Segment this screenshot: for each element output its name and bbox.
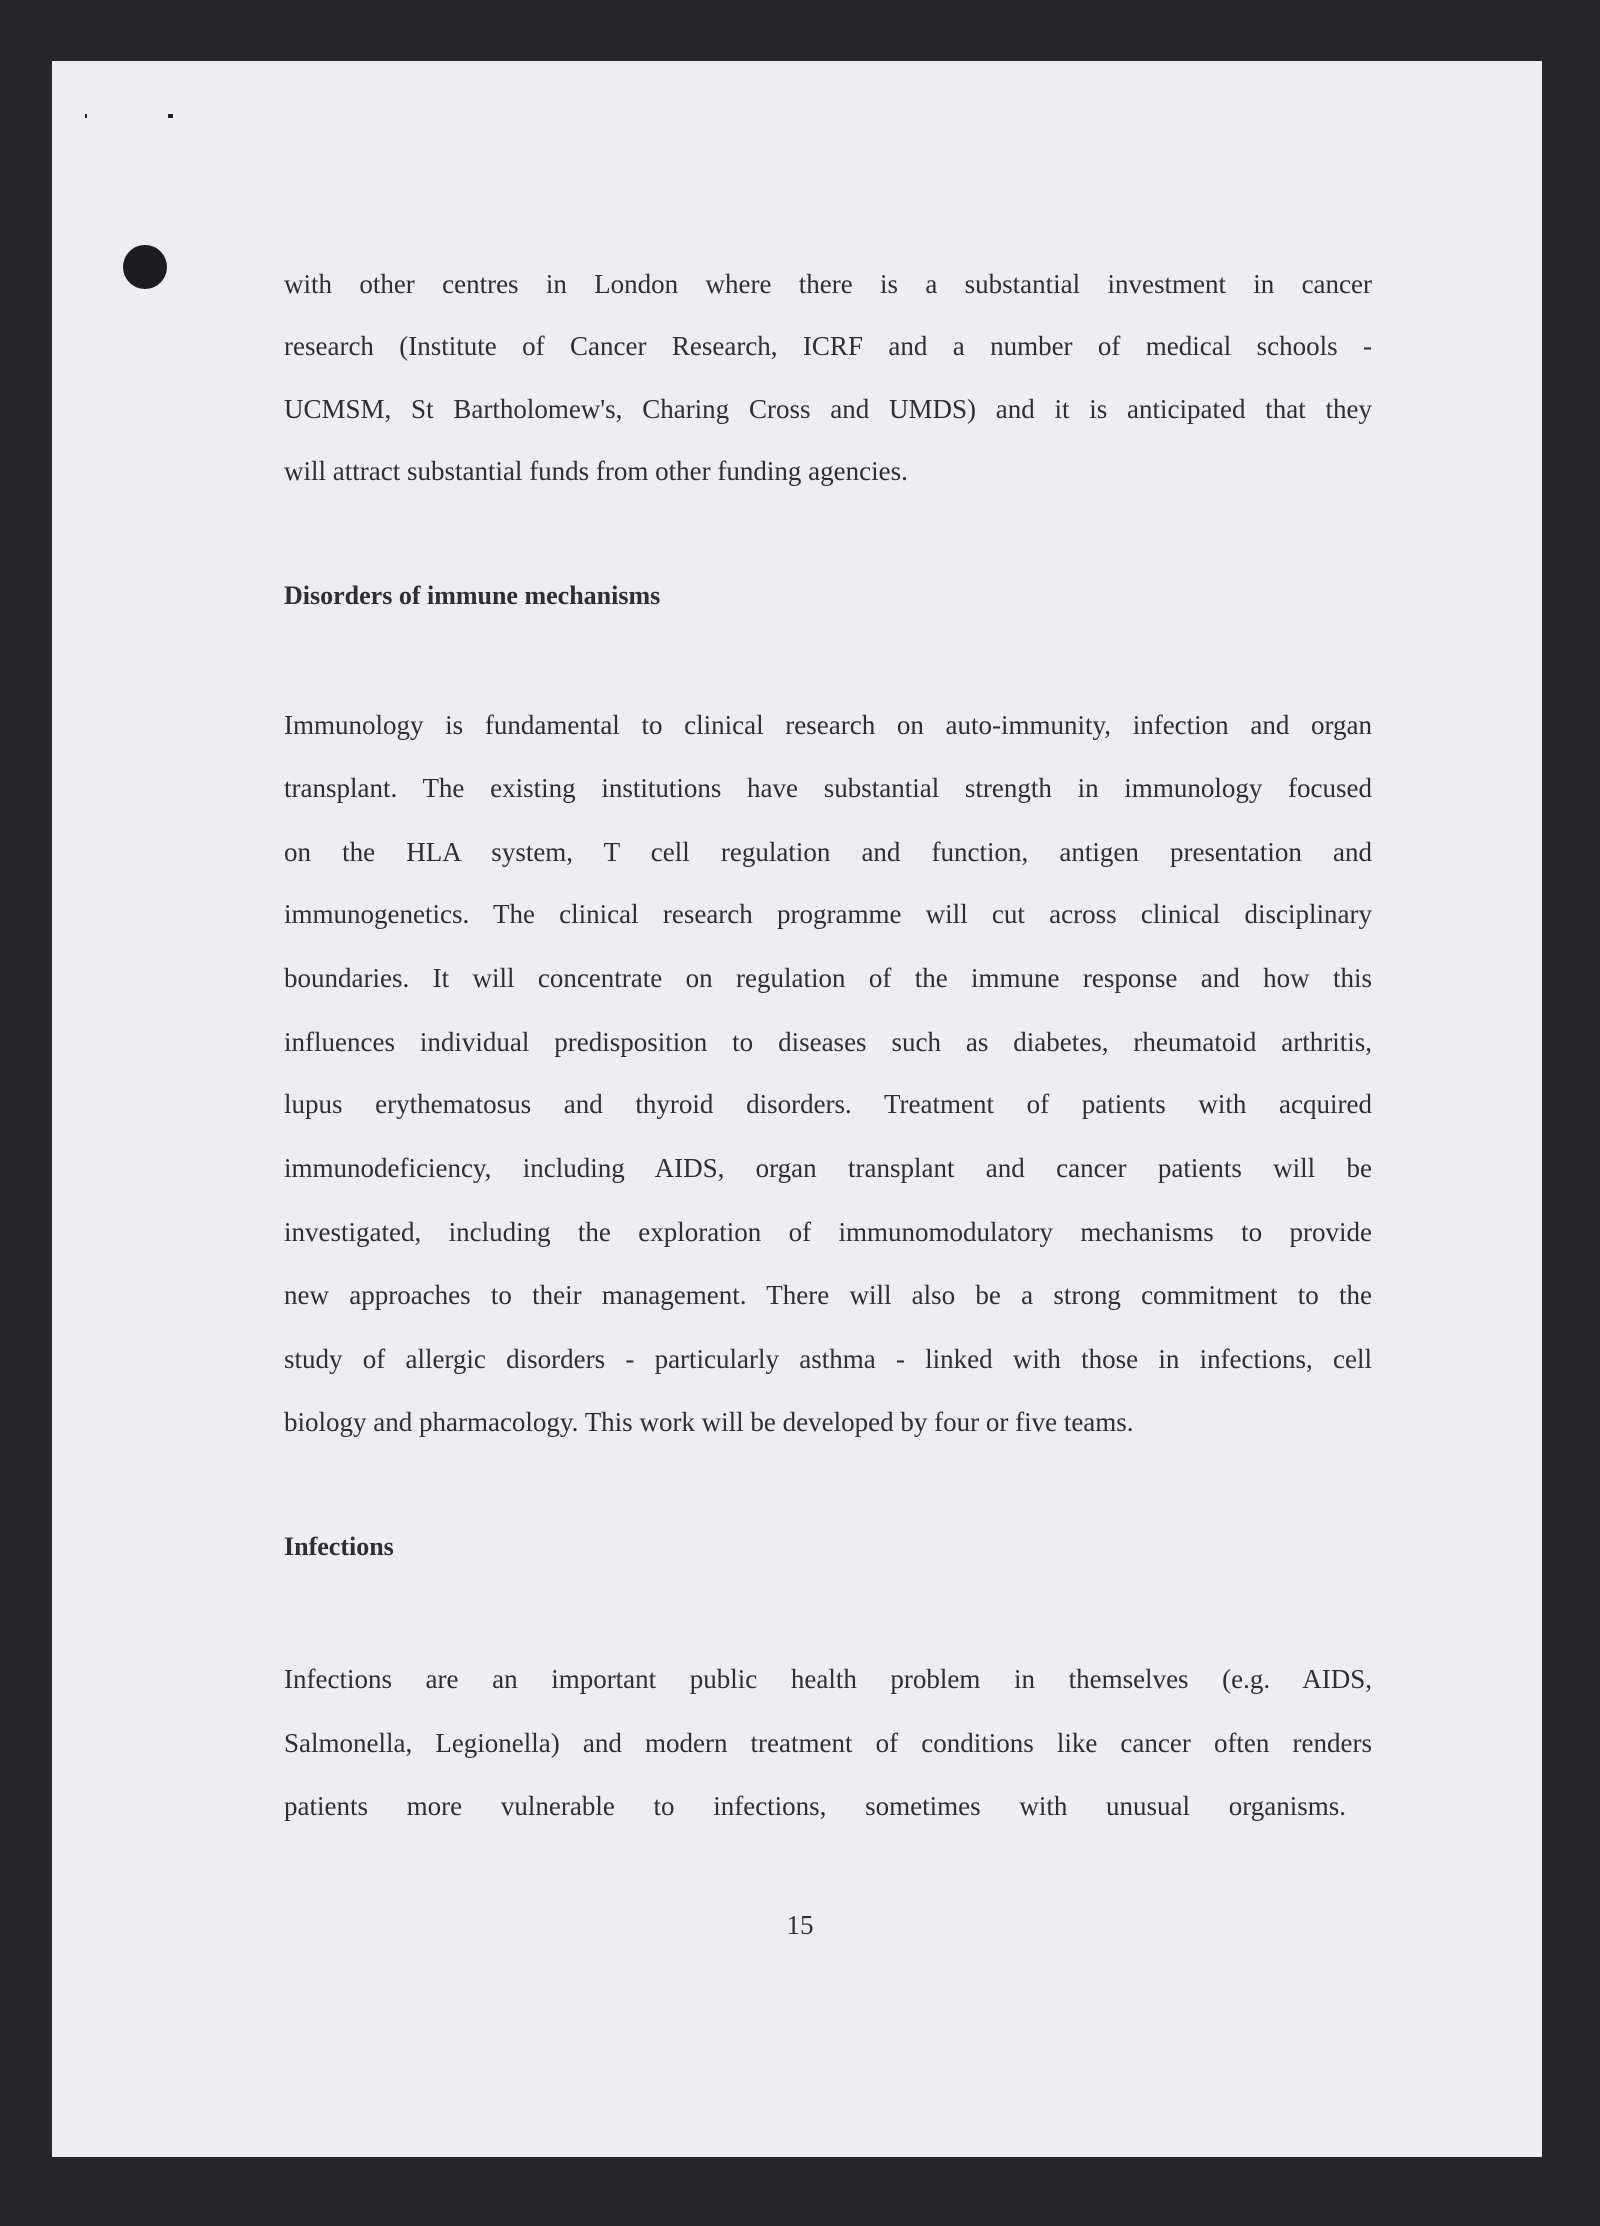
text-line: immunogenetics. The clinical research programme will cut across clinical disciplinary [284, 899, 1372, 929]
text-line: immunodeficiency, including AIDS, organ transplant and cancer patients will be [284, 1153, 1372, 1183]
text-line: biology and pharmacology. This work will be developed by four or five teams. [284, 1407, 1134, 1437]
text-line: influences individual predisposition to diseases such as diabetes, rheumatoid arthritis, [284, 1027, 1372, 1057]
section-heading: Infections [284, 1532, 394, 1561]
text-line: study of allergic disorders - particularly asthma - linked with those in infections, cell [284, 1344, 1372, 1374]
text-line: UCMSM, St Bartholomew's, Charing Cross and UMDS) and it is anticipated that they [284, 394, 1372, 424]
text-line: on the HLA system, T cell regulation and function, antigen presentation and [284, 837, 1372, 867]
text-line: investigated, including the exploration of immunomodulatory mechanisms to provide [284, 1217, 1372, 1247]
text-line: lupus erythematosus and thyroid disorders. Treatment of patients with acquired [284, 1089, 1372, 1119]
text-line: Immunology is fundamental to clinical research on auto-immunity, infection and organ [284, 710, 1372, 740]
text-line: Infections are an important public health problem in themselves (e.g. AIDS, [284, 1664, 1372, 1694]
text-line: will attract substantial funds from other funding agencies. [284, 456, 908, 486]
text-line: with other centres in London where there is a substantial investment in cancer [284, 269, 1372, 299]
section-heading: Disorders of immune mechanisms [284, 581, 661, 610]
speck-mark [85, 114, 87, 118]
punch-hole-icon [123, 245, 167, 289]
text-line: patients more vulnerable to infections, sometimes with unusual organisms. [284, 1791, 1346, 1821]
text-line: transplant. The existing institutions have substantial strength in immunology focused [284, 773, 1372, 803]
text-line: new approaches to their management. There will also be a strong commitment to the [284, 1280, 1372, 1310]
text-line: Salmonella, Legionella) and modern treatment of conditions like cancer often renders [284, 1728, 1372, 1758]
page-number: 15 [786, 1910, 814, 1940]
text-line: research (Institute of Cancer Research, ICRF and a number of medical schools - [284, 331, 1372, 361]
speck-mark [168, 114, 173, 118]
text-line: boundaries. It will concentrate on regulation of the immune response and how this [284, 963, 1372, 993]
